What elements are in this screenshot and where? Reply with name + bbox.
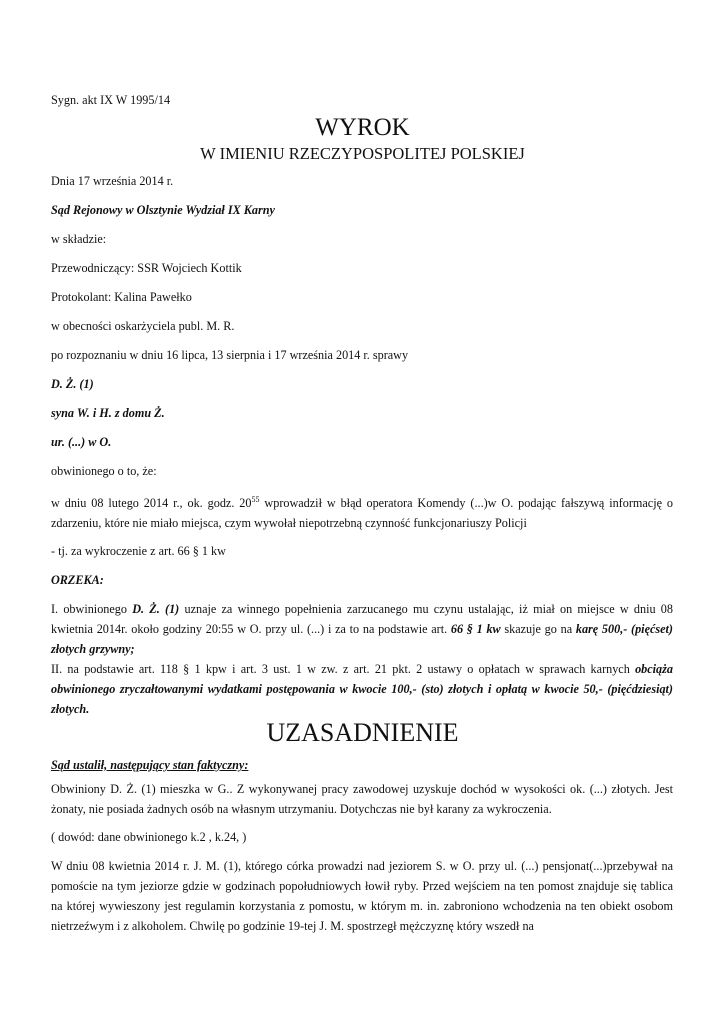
court-clerk: Protokolant: Kalina Pawełko: [51, 290, 192, 304]
defendant-birth: ur. (...) w O.: [51, 435, 112, 449]
justification-title: UZASADNIENIE: [266, 718, 459, 747]
prosecutor-presence: w obecności oskarżyciela publ. M. R.: [51, 319, 235, 333]
judgment-date: Dnia 17 września 2014 r.: [51, 174, 174, 188]
presiding-judge: Przewodniczący: SSR Wojciech Kottik: [51, 261, 242, 275]
findings-heading: Sąd ustalił, następujący stan faktyczny:: [51, 758, 249, 772]
document-title: WYROK: [315, 114, 410, 141]
evidence-note: ( dowód: dane obwinionego k.2 , k.24, ): [51, 830, 247, 844]
justification-paragraph-1: Obwiniony D. Ż. (1) mieszka w G.. Z wykonywanej pracy zawodowej uzyskuje dochód w wysokości ok. (...) złotych. Jest żonaty, nie posiada żadnych osób na własnym utrzymaniu. Dotychczas nie był karany za wykroczenia.: [51, 782, 673, 816]
charged-label: obwinionego o to, że:: [51, 464, 157, 478]
document-subtitle: W IMIENIU RZECZYPOSPOLITEJ POLSKIEJ: [200, 144, 525, 163]
verdict-point-2: II. na podstawie art. 118 § 1 kpw i art. 3 ust. 1 w zw. z art. 21 pkt. 2 ustawy o opłatach w sprawach karnych obciąża obwinionego zryczałtowanymi wydatkami postępowania w kwocie 100,- (sto) złotych i opłatą w kwocie 50,- (pięćdziesiąt) złotych.: [51, 662, 673, 716]
verdict-point-1: I. obwinionego D. Ż. (1) uznaje za winnego popełnienia zarzucanego mu czynu ustalając, iż miał on miejsce w dniu 08 kwietnia 2014r. około godziny 20:55 w O. przy ul. (...) i za to na podstawie art. 66 § 1 kw skazuje go na karę 500,- (pięćset) złotych grzywny;: [51, 602, 673, 656]
time-minutes-superscript: 55: [251, 495, 260, 504]
court-name: Sąd Rejonowy w Olsztynie Wydział IX Karny: [51, 203, 275, 217]
justification-paragraph-2: W dniu 08 kwietnia 2014 r. J. M. (1), którego córka prowadzi nad jeziorem S. w O. przy ul. (...) pensjonat(...)przebywał na pomoście na tym jeziorze gdzie w godzinach popołudniowych łowił ryby. Przed wejściem na ten pomost znajduje się tablica na której wywieszony jest regulamin korzystania z pomostu, w którym m. in. zabroniono wchodzenia na ten obiekt osobom nietrzeźwym i z alkoholem. Chwilę po godzinie 19-tej J. M. spostrzegł mężczyznę który wszedł na: [51, 859, 673, 933]
composition-label: w składzie:: [51, 232, 107, 246]
case-signature: Sygn. akt IX W 1995/14: [51, 93, 171, 107]
verdict-heading: ORZEKA:: [51, 573, 104, 587]
charge-article: - tj. za wykroczenie z art. 66 § 1 kw: [51, 544, 226, 558]
defendant-parents: syna W. i H. z domu Ż.: [51, 406, 165, 420]
charge-description: w dniu 08 lutego 2014 r., ok. godz. $20^{55}$ wprowadził w błąd operatora Komendy (...)w O. podając fałszywą informację o zdarzeniu, które nie miało miejsca, czym wywołał niepotrzebną czynność funkcjonariuszy Policji: [51, 495, 674, 530]
defendant-name: D. Ż. (1): [51, 377, 94, 391]
hearing-dates: po rozpoznaniu w dniu 16 lipca, 13 sierpnia i 17 września 2014 r. sprawy: [51, 348, 409, 362]
